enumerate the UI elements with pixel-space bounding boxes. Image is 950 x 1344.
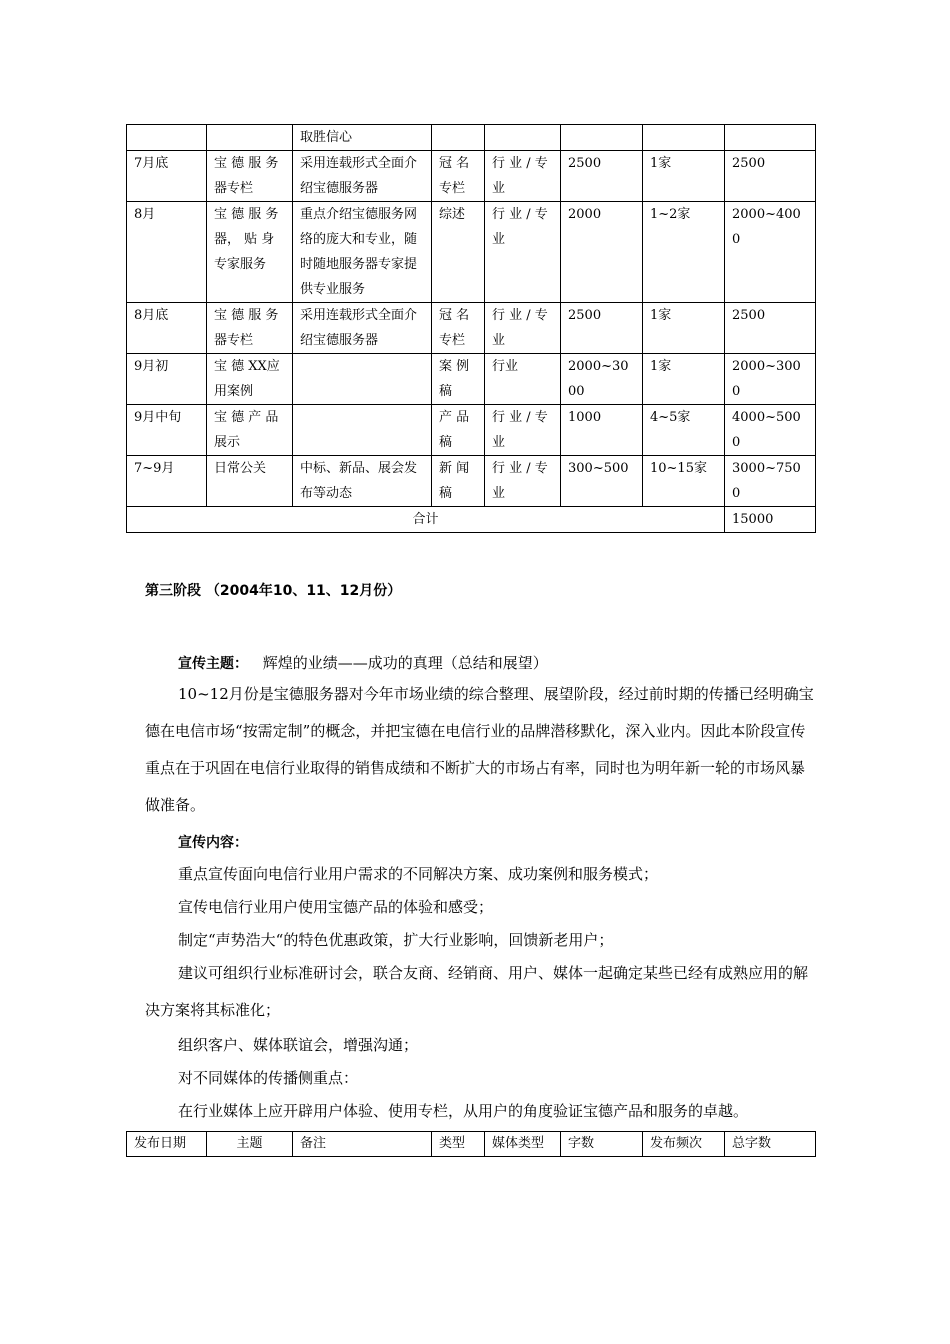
- table-cell-date: [127, 125, 207, 151]
- table-row: [127, 354, 816, 405]
- table-cell-media: 行 业 / 专业: [485, 405, 561, 456]
- table-cell-note: [293, 354, 432, 405]
- content-label: 宣传内容：: [178, 835, 248, 851]
- header-cell: 总字数: [725, 1132, 816, 1157]
- theme-label: 宣传主题：: [178, 656, 248, 672]
- table-cell-media: 行 业 / 专业: [485, 456, 561, 507]
- sum-value: 15000: [725, 507, 816, 533]
- theme-text: 辉煌的业绩——成功的真理（总结和展望）: [262, 654, 548, 672]
- table-cell-type: 综述: [432, 202, 485, 303]
- table-cell-media: 行 业 / 专业: [485, 202, 561, 303]
- header-cell: 发布频次: [643, 1132, 725, 1157]
- table-cell-words: 1000: [561, 405, 643, 456]
- content-item-1: 重点宣传面向电信行业用户需求的不同解决方案、成功案例和服务模式；: [178, 865, 659, 883]
- table-cell-words: 2000: [561, 202, 643, 303]
- table-cell-words: 2500: [561, 303, 643, 354]
- content-item-4: 建议可组织行业标准研讨会，联合友商、经销商、用户、媒体一起确定某些已经有成熟应用的解决方案将其标准化；: [145, 964, 809, 1019]
- table-cell-media: 行 业 / 专业: [485, 303, 561, 354]
- intro-paragraph: 10~12月份是宝德服务器对今年市场业绩的综合整理、展望阶段，经过前时期的传播已经明确宝德在电信市场“按需定制”的概念，并把宝德在电信行业的品牌潜移默化，深入业内。因此本阶段宣传重点在于巩固在电信行业取得的销售成绩和不断扩大的市场占有率，同时也为明年新一轮的市场风暴做准备。: [145, 685, 814, 814]
- content-item-7: 在行业媒体上应开辟用户体验、使用专栏，从用户的角度验证宝德产品和服务的卓越。: [178, 1102, 749, 1120]
- header-cell: 备注: [293, 1132, 432, 1157]
- sum-label: 合计: [127, 507, 725, 533]
- table-cell-type: 案 例稿: [432, 354, 485, 405]
- header-cell: 主题: [207, 1132, 293, 1157]
- table-cell-freq: 1家: [643, 303, 725, 354]
- table-cell-date: 7月底: [127, 151, 207, 202]
- table-cell-total: 2000~4000: [725, 202, 816, 303]
- table-cell-freq: 10~15家: [643, 456, 725, 507]
- table-cell-words: 2500: [561, 151, 643, 202]
- table-cell-note: [293, 405, 432, 456]
- content-item-3: 制定“声势浩大“的特色优惠政策，扩大行业影响，回馈新老用户；: [178, 931, 614, 949]
- table-cell-freq: 1家: [643, 354, 725, 405]
- table-cell-total: 4000~5000: [725, 405, 816, 456]
- header-cell: 媒体类型: [485, 1132, 561, 1157]
- content-label-line: [178, 832, 248, 853]
- table-row: [127, 303, 816, 354]
- table-cell-freq: 1~2家: [643, 202, 725, 303]
- table-cell-freq: 1家: [643, 151, 725, 202]
- table-cell-media: [485, 125, 561, 151]
- content-item-6: 对不同媒体的传播侧重点：: [178, 1069, 359, 1087]
- content-item-5: 组织客户、媒体联谊会，增强沟通；: [178, 1036, 419, 1054]
- table-cell-topic: 日常公关: [207, 456, 293, 507]
- table-cell-words: [561, 125, 643, 151]
- table-cell-date: 7~9月: [127, 456, 207, 507]
- table-cell-total: 2500: [725, 151, 816, 202]
- table-cell-note: 取胜信心: [293, 125, 432, 151]
- table-cell-note: 重点介绍宝德服务网络的庞大和专业，随时随地服务器专家提供专业服务: [293, 202, 432, 303]
- table-cell-total: 2500: [725, 303, 816, 354]
- table-cell-total: [725, 125, 816, 151]
- table-cell-topic: 宝 德 服 务器专栏: [207, 151, 293, 202]
- table-cell-date: 9月初: [127, 354, 207, 405]
- table-cell-type: [432, 125, 485, 151]
- table-cell-note: 采用连载形式全面介绍宝德服务器: [293, 151, 432, 202]
- header-cell: 类型: [432, 1132, 485, 1157]
- table-cell-media: 行 业 / 专业: [485, 151, 561, 202]
- table-cell-type: 新 闻稿: [432, 456, 485, 507]
- schedule-table-header: [126, 1131, 816, 1157]
- table-cell-total: 3000~7500: [725, 456, 816, 507]
- table-cell-date: 8月: [127, 202, 207, 303]
- table-cell-freq: 4~5家: [643, 405, 725, 456]
- table-cell-note: 采用连载形式全面介绍宝德服务器: [293, 303, 432, 354]
- content-item-2: 宣传电信行业用户使用宝德产品的体验和感受；: [178, 898, 494, 916]
- table-cell-topic: 宝 德 服 务器， 贴 身专家服务: [207, 202, 293, 303]
- table-row: [127, 202, 816, 303]
- sum-row: [127, 507, 816, 533]
- table-cell-type: 产 品稿: [432, 405, 485, 456]
- schedule-table-continued: [126, 124, 816, 533]
- table-cell-date: 9月中旬: [127, 405, 207, 456]
- table-cell-topic: [207, 125, 293, 151]
- table-cell-note: 中标、新品、展会发布等动态: [293, 456, 432, 507]
- header-cell: 发布日期: [127, 1132, 207, 1157]
- table-cell-words: 300~500: [561, 456, 643, 507]
- table-cell-topic: 宝 德 XX应用案例: [207, 354, 293, 405]
- table-cell-type: 冠 名专栏: [432, 303, 485, 354]
- table-cell-media: 行业: [485, 354, 561, 405]
- table-cell-freq: [643, 125, 725, 151]
- table-cell-words: 2000~3000: [561, 354, 643, 405]
- table-cell-type: 冠 名专栏: [432, 151, 485, 202]
- table-row: [127, 151, 816, 202]
- table-cell-topic: 宝 德 服 务器专栏: [207, 303, 293, 354]
- table-cell-total: 2000~3000: [725, 354, 816, 405]
- table-row: [127, 125, 816, 151]
- header-row: [127, 1132, 816, 1157]
- table-row: [127, 405, 816, 456]
- header-cell: 字数: [561, 1132, 643, 1157]
- table-cell-topic: 宝 德 产 品展示: [207, 405, 293, 456]
- section-heading: 第三阶段 （2004年10、11、12月份）: [145, 583, 402, 599]
- table-row: [127, 456, 816, 507]
- table-cell-date: 8月底: [127, 303, 207, 354]
- theme-line: [178, 653, 548, 674]
